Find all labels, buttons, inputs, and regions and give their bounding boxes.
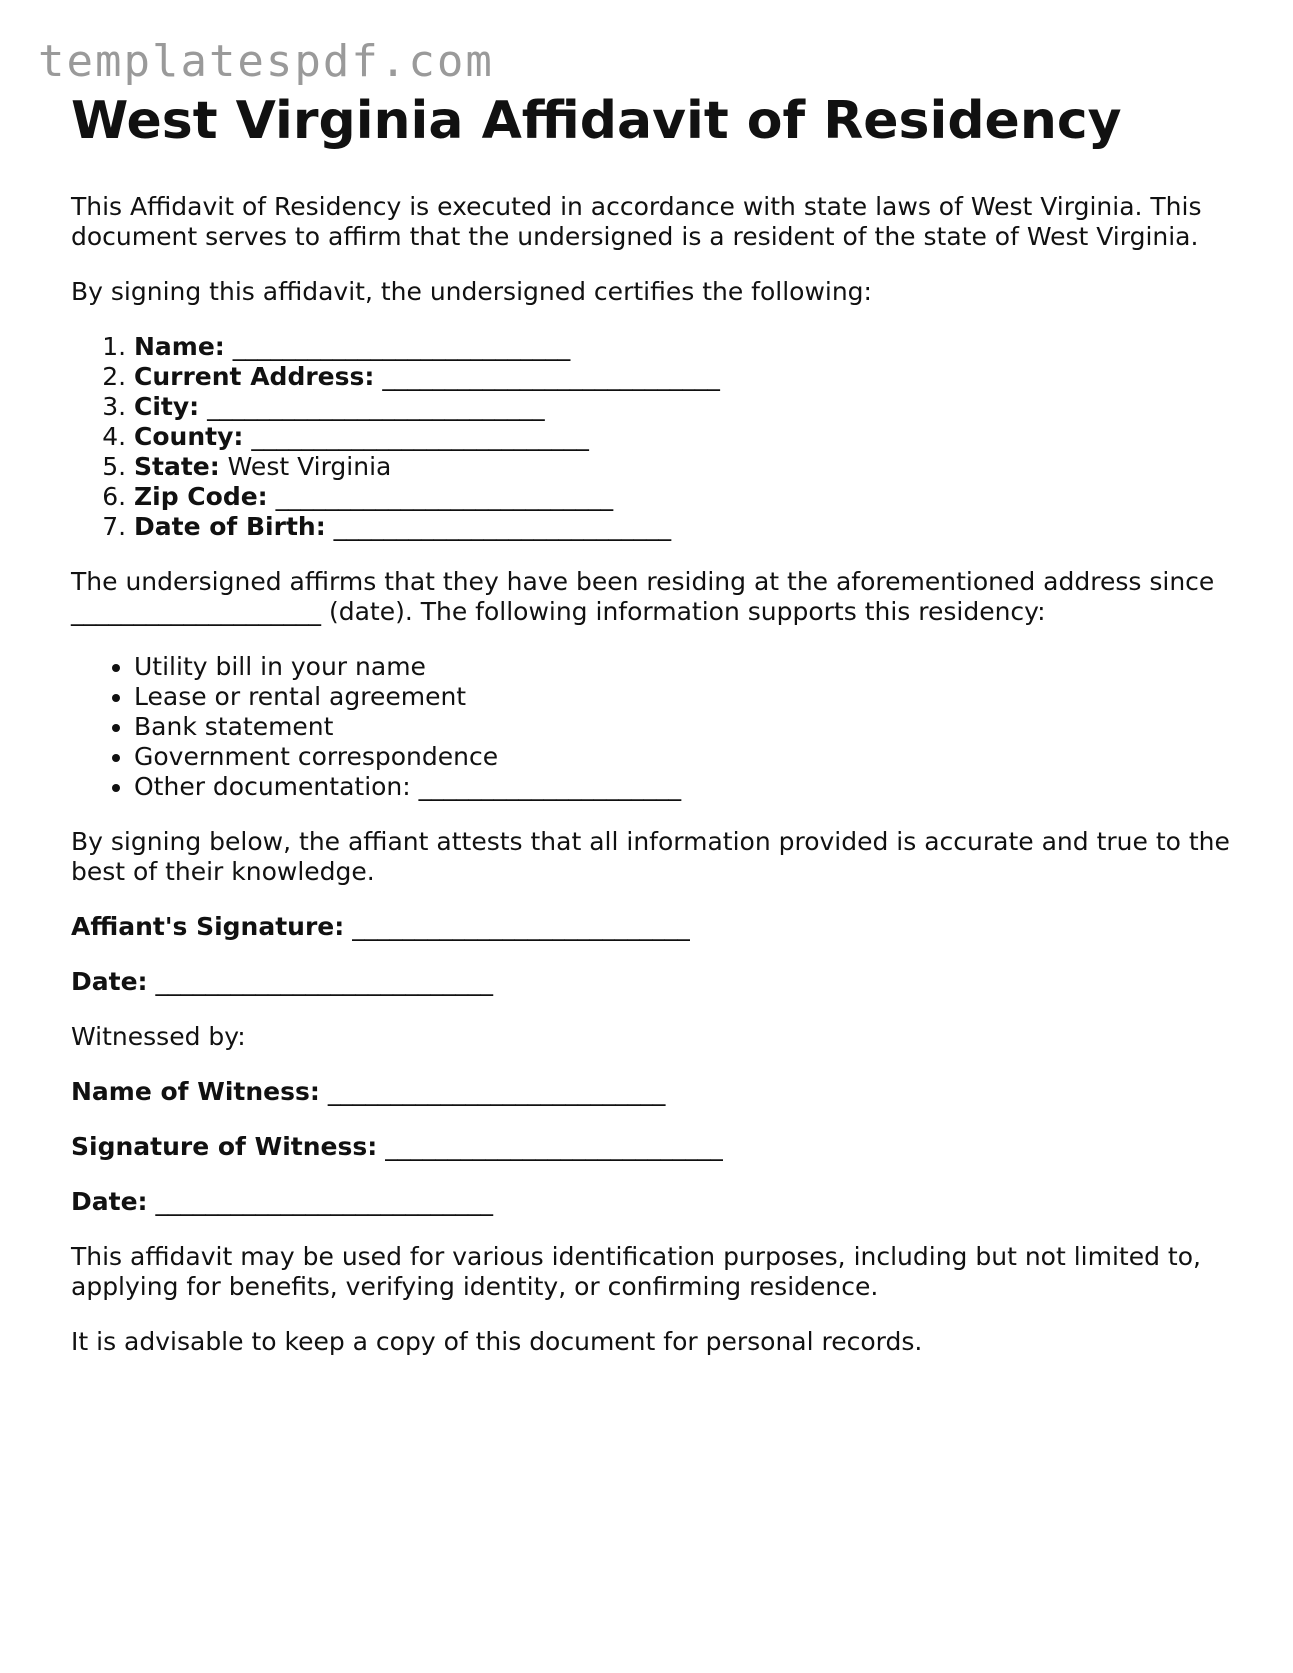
witness-date-line xyxy=(71,1187,1231,1217)
list-item: • Bank statement xyxy=(134,712,1231,742)
date-label: Date: xyxy=(71,1187,148,1216)
field-blank[interactable]: ___________________________ xyxy=(267,482,614,511)
witnessed-by-label: Witnessed by: xyxy=(71,1022,246,1051)
certification-fields-list xyxy=(71,332,1231,542)
witness-name-label: Name of Witness: xyxy=(71,1077,320,1106)
field-blank[interactable]: ___________________________ xyxy=(199,392,545,421)
date-blank[interactable]: ___________________________ xyxy=(147,1187,493,1216)
records-note: It is advisable to keep a copy of this document for personal records. xyxy=(71,1327,923,1356)
field-blank[interactable]: ___________________________ xyxy=(243,422,589,451)
list-item: • Other documentation: _____________________ xyxy=(134,772,1231,802)
field-blank[interactable]: ___________________________ xyxy=(224,332,571,361)
witness-name-line xyxy=(71,1077,1231,1107)
signature-blank[interactable]: ___________________________ xyxy=(344,912,690,941)
witness-signature-line xyxy=(71,1132,1231,1162)
list-item-name xyxy=(134,332,1231,362)
certify-lead: By signing this affidavit, the undersigned certifies the following: xyxy=(71,277,872,306)
field-blank[interactable]: ___________________________ xyxy=(325,512,672,541)
document-page xyxy=(71,88,1231,1382)
intro-paragraph: This Affidavit of Residency is executed in accordance with state laws of West Virginia. This document serves to affirm that the undersigned is a resident of the state of West Virginia. xyxy=(71,192,1202,251)
page-title: West Virginia Affidavit of Residency xyxy=(71,91,1122,151)
affiant-date-line xyxy=(71,967,1231,997)
list-item: • Government correspondence xyxy=(134,742,1231,772)
field-label: Name: xyxy=(134,332,225,361)
field-label: Current Address: xyxy=(134,362,375,391)
field-label: Date of Birth: xyxy=(134,512,326,541)
field-label: Zip Code: xyxy=(134,482,268,511)
supporting-documents-list xyxy=(71,652,1231,802)
date-label: Date: xyxy=(71,967,148,996)
field-label: State: xyxy=(134,452,220,481)
field-value: West Virginia xyxy=(219,452,392,481)
field-label: County: xyxy=(134,422,244,451)
witness-signature-blank[interactable]: ___________________________ xyxy=(377,1132,723,1161)
attest-statement: By signing below, the affiant attests that all information provided is accurate and true to the best of their knowledge. xyxy=(71,827,1230,886)
witness-name-blank[interactable]: ___________________________ xyxy=(319,1077,666,1106)
field-label: City: xyxy=(134,392,200,421)
list-item-current-address xyxy=(134,362,1231,392)
usage-note: This affidavit may be used for various identification purposes, including but not limited to, applying for benefits, verifying identity, or confirming residence. xyxy=(71,1242,1201,1301)
affiant-signature-line xyxy=(71,912,1231,942)
watermark-logo: templatespdf.com xyxy=(38,36,494,87)
date-blank[interactable]: ___________________________ xyxy=(147,967,493,996)
list-item-city xyxy=(134,392,1231,422)
list-item-date-of-birth xyxy=(134,512,1231,542)
list-item: • Utility bill in your name xyxy=(134,652,1231,682)
field-blank[interactable]: ___________________________ xyxy=(374,362,720,391)
list-item: • Lease or rental agreement xyxy=(134,682,1231,712)
residing-statement: The undersigned affirms that they have been residing at the aforementioned address since ____________________ (date). The following information supports this residency: xyxy=(71,567,1215,626)
list-item-county xyxy=(134,422,1231,452)
list-item-state xyxy=(134,452,1231,482)
signature-label: Affiant's Signature: xyxy=(71,912,345,941)
list-item-zip-code xyxy=(134,482,1231,512)
witness-signature-label: Signature of Witness: xyxy=(71,1132,378,1161)
